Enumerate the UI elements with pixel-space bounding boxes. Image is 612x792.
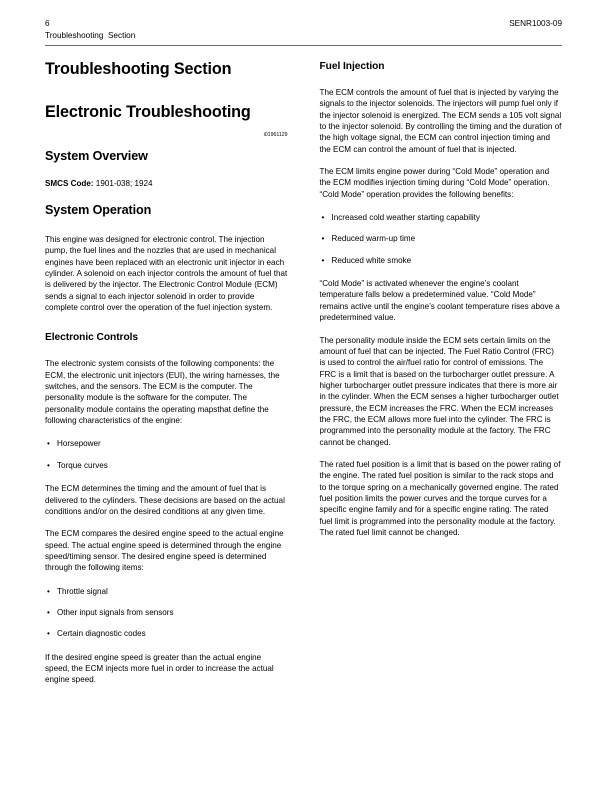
bullet-icon: • [47,586,50,596]
list-item [45,460,288,471]
spacer [45,164,288,178]
heading-fuel-injection: Fuel Injection [319,61,385,72]
list-item-label: Torque curves [57,460,108,470]
document-id: SENR1003-09 [509,19,562,28]
spacer [45,122,288,132]
paragraph-desired-greater: If the desired engine speed is greater than the actual engine speed, the ECM injects more fuel in order to increase the actual engine speed. [45,652,274,685]
paragraph-personality-module: The personality module inside the ECM sets certain limits on the amount of fuel that can be injected. The Fuel Ratio Control (FRC) is used to control the air/fuel ratio for control of emissions. The FRC is a limit that is based on the turbocharger outlet pressure. A higher turbocharger outlet pressure indicates that there is more air in the cylinder. When the ECM senses a higher turbocharger outlet pressure, the ECM increases the FRC. When the ECM increases the FRC, the ECM allows more fuel into the cylinder. The FRC is programmed into the personality module at the factory. The FRC cannot be changed. [319,335,559,447]
spacer [45,79,288,103]
smcs-code-line [45,178,288,189]
spacer [45,313,288,331]
list-item [45,628,288,639]
spacer [45,640,288,652]
spacer [320,200,563,212]
heading-system-overview: System Overview [45,149,148,163]
left-column [45,60,288,686]
document-reference-number: i01961129 [263,132,288,138]
list-item-label: Certain diagnostic codes [57,629,146,639]
spacer [45,218,288,234]
header-divider-rule [45,45,562,46]
cold-mode-benefits-list [320,212,563,266]
heading-electronic-controls: Electronic Controls [45,332,139,344]
spacer [45,139,288,149]
chapter-title: Troubleshooting Section [45,60,232,78]
spacer [45,574,288,586]
paragraph-ecm-controls: The ECM controls the amount of fuel that is injected by varying the signals to the injector solenoids. The injectors will pump fuel only if the injector solenoid is energized. The ECM sends a 105 volt signal to the injector solenoid. By controlling the timing and the duration of the high voltage signal, the ECM can control injection timing and the ECM can control the amount of fuel that is injected. [319,88,562,154]
bullet-icon: • [321,213,325,223]
spacer [320,73,563,87]
paragraph-electronic-system: The electronic system consists of the following components: the ECM, the electronic unit injectors (EUI), the wiring harnesses, the switches, and the sensors. The ECM is the computer. The personality module is the software for the computer. The personality module contains the operating mapsthat define the following characteristics of the engine: [45,359,280,426]
paragraph-cold-mode-activated: “Cold Mode” is activated whenever the engine’s coolant temperature falls below a predetermined value. “Cold Mode” remains active until the engine’s coolant temperature rises above a predetermined value. [319,279,560,323]
bullet-icon: • [47,607,50,617]
running-header [45,18,562,41]
bullet-icon: • [47,460,50,470]
list-item-label: Reduced white smoke [331,255,412,265]
list-item [320,255,563,266]
list-item-label: Other input signals from sensors [57,607,174,617]
spacer [45,426,288,438]
page-number: 6 [45,19,50,28]
two-column-body [45,60,562,686]
header-row [45,18,562,41]
bullet-icon: • [47,439,50,449]
spacer [45,517,288,528]
paragraph-cold-mode-limits: The ECM limits engine power during “Cold Mode” operation and the ECM modifies injection timing during “Cold Mode” operation. “Cold Mode” operation provides the following benefits: [319,167,550,199]
spacer [320,324,563,335]
spacer [320,448,563,459]
paragraph-rated-fuel: The rated fuel position is a limit that is based on the power rating of the engine. The rated fuel position is similar to the rack stops and to the torque spring on a mechanically governed engine. The rated fuel position limits the power curves and the torque curves for a specific engine family and for a specific engine rating. The rated fuel limit is programmed into the personality module at the factory. The rated fuel limit cannot be changed. [319,459,561,537]
list-item [320,212,563,223]
list-item [45,607,288,618]
smcs-label: SMCS Code: [45,179,94,188]
bullet-icon: • [321,255,325,265]
bullet-icon: • [321,234,325,244]
paragraph-system-operation: This engine was designed for electronic control. The injection pump, the fuel lines and the nozzles that are used in mechanical engines have been replaced with an electronic unit injector in each cylinder. A solenoid on each injector controls the amount of fuel that is delivered by the injector. The Electronic Control Module (ECM) sends a signal to each injector solenoid in order to provide complete control over the operation of the fuel injection system. [45,235,288,313]
list-item-label: Horsepower [57,439,101,449]
paragraph-ecm-determines: The ECM determines the timing and the amount of fuel that is delivered to the cylinders. These decisions are based on the actual conditions and/or on the desired conditions at any given time. [45,484,285,516]
list-item-label: Increased cold weather starting capability [331,213,480,223]
section-title: Electronic Troubleshooting [45,103,251,121]
spacer [45,189,288,203]
spacer [320,266,563,278]
list-item [320,233,563,244]
spacer [45,471,288,483]
heading-system-operation: System Operation [45,203,152,217]
spacer [45,344,288,358]
list-item-label: Throttle signal [57,586,108,596]
paragraph-ecm-compares: The ECM compares the desired engine speed to the actual engine speed. The actual engine speed is determined through the engine speed/timing sensor. The desired engine speed is determined through the following items: [45,529,284,573]
smcs-value: 1901-038; 1924 [93,179,153,188]
list-item [45,586,288,597]
bullet-icon: • [47,629,50,639]
header-left [45,18,135,41]
list-item-label: Reduced warm-up time [331,234,416,244]
header-section-title: Troubleshooting Section [45,30,136,40]
desired-speed-bullet-list [45,586,288,640]
spacer [320,155,563,166]
characteristics-bullet-list [45,438,288,471]
right-column [320,60,563,686]
list-item [45,438,288,449]
